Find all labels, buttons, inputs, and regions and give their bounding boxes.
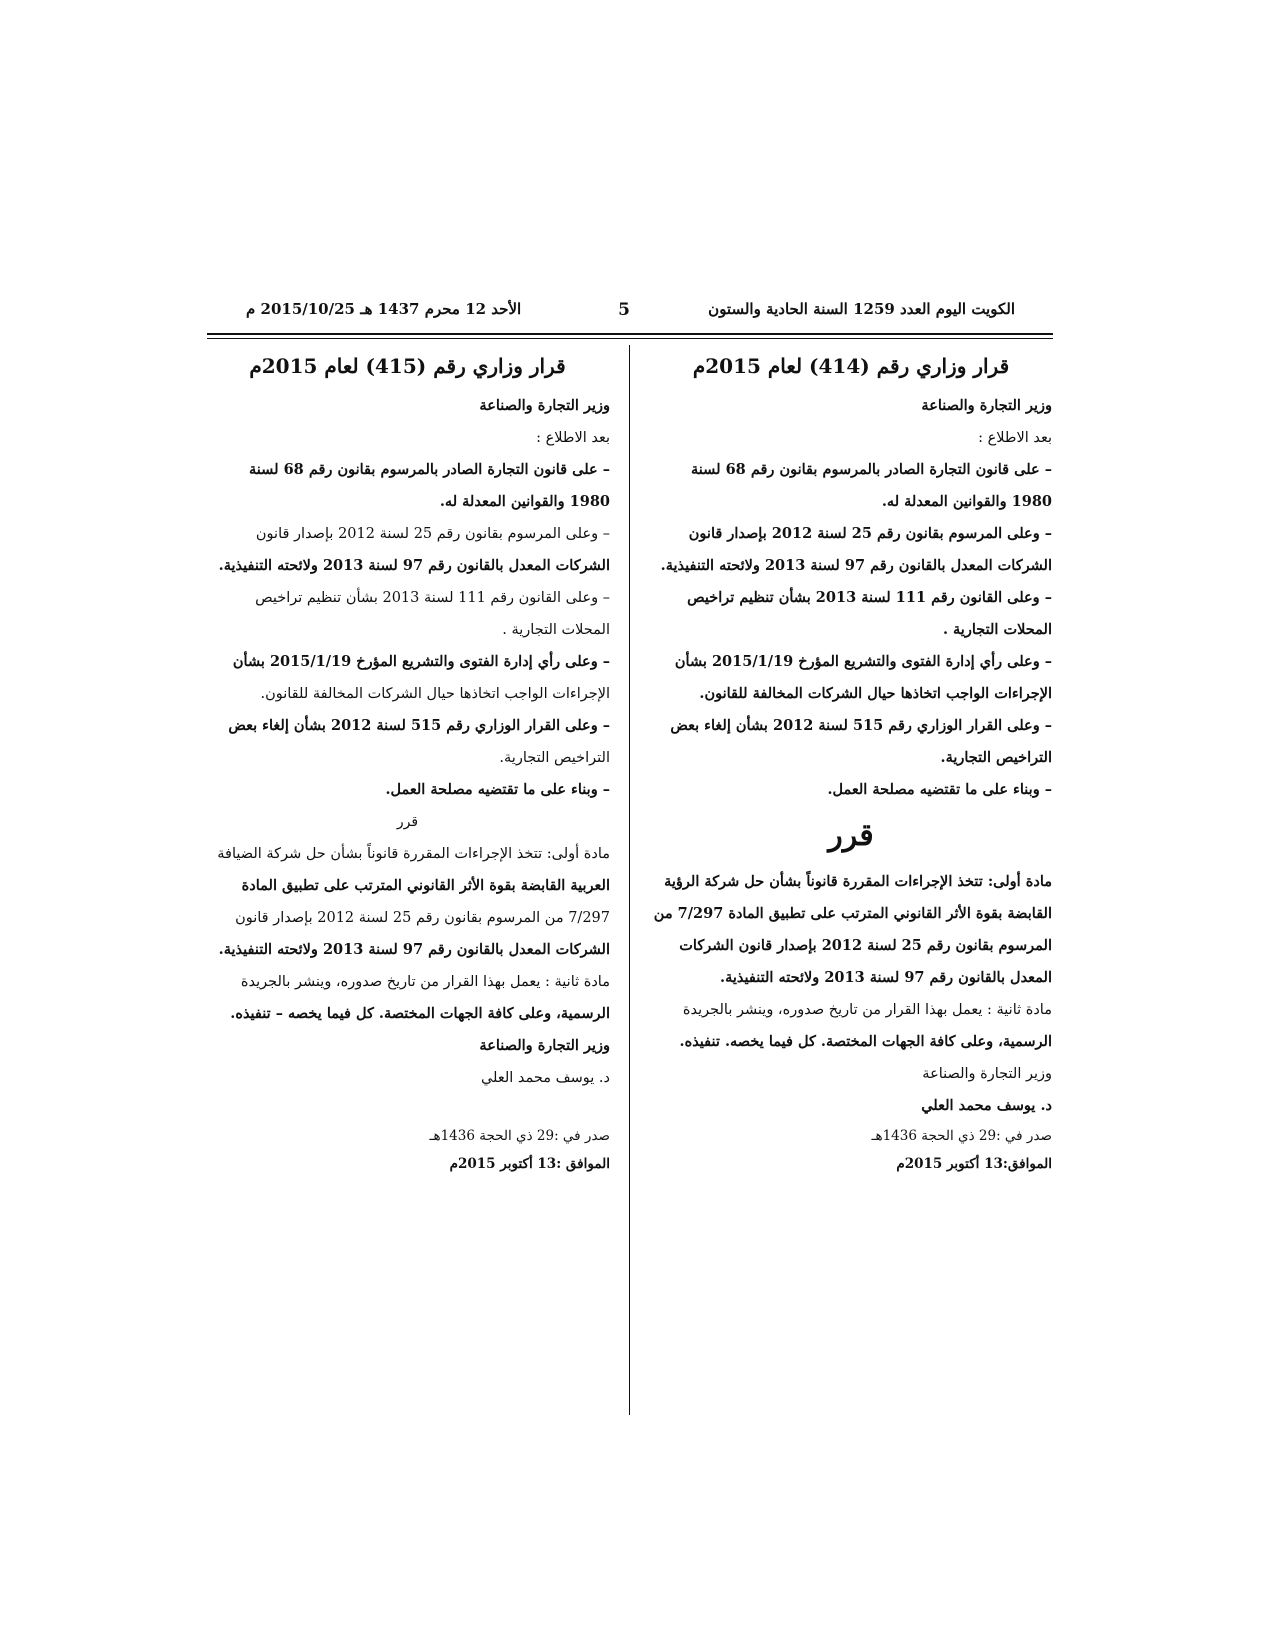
preamble-line: – وعلى القرار الوزاري رقم 515 لسنة 2012 بشأن إلغاء بعض [228,717,610,734]
preamble-line: – وبناء على ما تقتضيه مصلحة العمل. [385,781,610,798]
signatory-title: وزير التجارة والصناعة [479,1037,610,1054]
article-line: مادة أولى: تتخذ الإجراءات المقررة قانوناً بشأن حل شركة الضيافة [217,846,610,862]
preamble-line: الشركات المعدل بالقانون رقم 97 لسنة 2013 ولائحته التنفيذية. [218,557,610,574]
header-rule-thin [207,338,1053,339]
signatory-name: د. يوسف محمد العلي [921,1097,1052,1114]
preamble-line: 1980 والقوانين المعدلة له. [881,493,1052,510]
header-page-number: 5 [618,300,630,320]
preamble-line: – وعلى القرار الوزاري رقم 515 لسنة 2012 بشأن إلغاء بعض [670,717,1052,734]
preamble-line: الإجراءات الواجب اتخاذها حيال الشركات المخالفة للقانون. [260,686,610,702]
preamble-line: – وعلى المرسوم بقانون رقم 25 لسنة 2012 بإصدار قانون [255,526,610,542]
preamble-line: – على قانون التجارة الصادر بالمرسوم بقانون رقم 68 لسنة [249,461,610,478]
article-line: المعدل بالقانون رقم 97 لسنة 2013 ولائحته التنفيذية. [720,969,1052,986]
article-line: المرسوم بقانون رقم 25 لسنة 2012 بإصدار قانون الشركات [679,937,1052,954]
preamble-line: التراخيص التجارية. [499,750,610,766]
header-date: الأحد 12 محرم 1437 هـ 2015/10/25 م [246,300,522,318]
column-divider [629,345,630,1415]
preamble-line: 1980 والقوانين المعدلة له. [439,493,610,510]
preamble-line: – وعلى القانون رقم 111 لسنة 2013 بشأن تنظيم تراخيص [255,590,610,606]
signatory-name: د. يوسف محمد العلي [480,1070,610,1086]
decided-heading: قرر [828,818,874,853]
minister-title: وزير التجارة والصناعة [479,397,610,414]
issued-date: صدر في :29 ذي الحجة 1436هـ [871,1128,1052,1144]
article-line: الرسمية، وعلى كافة الجهات المختصة. كل فيما يخصه. تنفيذه. [679,1033,1052,1050]
decision-415-title: قرار وزاري رقم (415) لعام 2015م [249,354,566,378]
preamble-line: – وعلى رأي إدارة الفتوى والتشريع المؤرخ 2015/1/19 بشأن [232,653,610,670]
decision-415 [205,348,610,1178]
corresponding-date: الموافق :13 أكتوبر 2015م [449,1156,610,1172]
signatory-title: وزير التجارة والصناعة [922,1066,1052,1082]
article-line: الرسمية، وعلى كافة الجهات المختصة. كل فيما يخصه – تنفيذه. [230,1005,610,1022]
article-line: العربية القابضة بقوة الأثر القانوني المترتب على تطبيق المادة [241,877,610,894]
preamble-line: – وعلى المرسوم بقانون رقم 25 لسنة 2012 بإصدار قانون [688,525,1052,542]
preamble-line: المحلات التجارية . [942,621,1052,638]
preamble-line: التراخيص التجارية. [940,749,1052,766]
preamble-line: المحلات التجارية . [502,622,610,638]
article-line: مادة أولى: تتخذ الإجراءات المقررة قانوناً بشأن حل شركة الرؤية [664,873,1052,890]
preamble-line: الشركات المعدل بالقانون رقم 97 لسنة 2013 ولائحته التنفيذية. [660,557,1052,574]
header-publication: الكويت اليوم العدد 1259 السنة الحادية والستون [708,300,1015,318]
decision-414 [650,348,1052,1178]
header-rule-thick [207,333,1053,335]
article-line: مادة ثانية : يعمل بهذا القرار من تاريخ صدوره، وينشر بالجريدة [240,974,610,990]
article-line: القابضة بقوة الأثر القانوني المترتب على تطبيق المادة 7/297 من [653,905,1052,922]
article-line: مادة ثانية : يعمل بهذا القرار من تاريخ صدوره، وينشر بالجريدة [682,1002,1052,1018]
article-line: 7/297 من المرسوم بقانون رقم 25 لسنة 2012 بإصدار قانون [235,910,610,926]
preamble-line: – وعلى رأي إدارة الفتوى والتشريع المؤرخ 2015/1/19 بشأن [674,653,1052,670]
preamble-line: – على قانون التجارة الصادر بالمرسوم بقانون رقم 68 لسنة [691,461,1052,478]
preamble-intro: بعد الاطلاع : [536,430,610,446]
preamble-line: – وعلى القانون رقم 111 لسنة 2013 بشأن تنظيم تراخيص [687,589,1052,606]
preamble-line: – وبناء على ما تقتضيه مصلحة العمل. [827,781,1052,798]
issued-date: صدر في :29 ذي الحجة 1436هـ [429,1128,610,1144]
decision-414-title: قرار وزاري رقم (414) لعام 2015م [692,354,1010,378]
preamble-intro: بعد الاطلاع : [978,430,1052,446]
minister-title: وزير التجارة والصناعة [921,397,1052,414]
decided-heading: قرر [396,814,419,830]
corresponding-date: الموافق:13 أكتوبر 2015م [896,1156,1052,1172]
preamble-line: الإجراءات الواجب اتخاذها حيال الشركات المخالفة للقانون. [699,685,1052,702]
article-line: الشركات المعدل بالقانون رقم 97 لسنة 2013 ولائحته التنفيذية. [218,941,610,958]
